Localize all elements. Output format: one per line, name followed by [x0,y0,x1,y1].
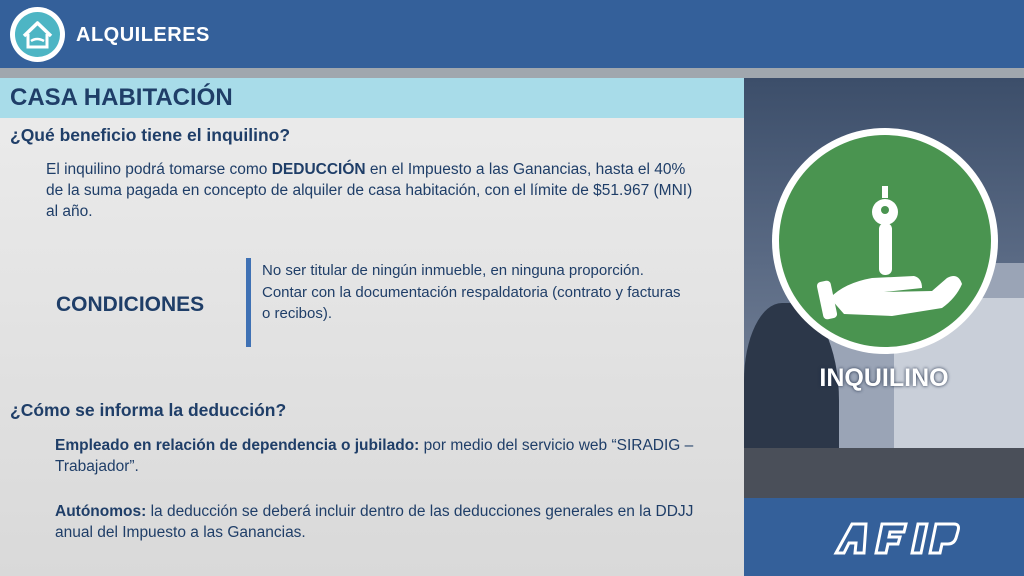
main-panel [0,78,744,576]
conditions-accent-bar [246,258,251,347]
side-photo-panel [744,78,1024,498]
conditions-title: CONDICIONES [56,293,205,316]
condition-item: No ser titular de ningún inmueble, en ninguna proporción. [262,262,644,279]
house-handshake-icon [10,7,65,62]
section-title: ALQUILERES [76,24,210,46]
hand-key-icon [772,128,998,354]
afip-logo [832,520,960,561]
tenant-label: INQUILINO [819,364,949,392]
benefit-paragraph: El inquilino podrá tomarse como DEDUCCIÓN en el Impuesto a las Ganancias, hasta el 40% de la suma pagada en concepto de alquiler de casa habitación, con el límite de $51.967 (MNI) al año. [46,161,693,220]
conditions-list [262,260,682,325]
condition-item: Contar con la documentación respaldatoria (contrato y facturas o recibos). [262,283,681,322]
autonomous-paragraph: Autónomos: la deducción se deberá incluir dentro de las deducciones generales en la DDJJ anual del Impuesto a las Ganancias. [55,503,694,541]
footer-logo-area [744,498,1024,576]
page-title: CASA HABITACIÓN [10,84,233,111]
divider-strip [0,68,1024,78]
question-benefit: ¿Qué beneficio tiene el inquilino? [10,125,291,145]
tenant-badge [772,128,998,354]
employee-paragraph: Empleado en relación de dependencia o jubilado: por medio del servicio web “SIRADIG – Trabajador”. [55,437,694,475]
title-band [0,78,744,118]
header-bar [0,0,1024,68]
question-how-inform: ¿Cómo se informa la deducción? [10,400,287,420]
